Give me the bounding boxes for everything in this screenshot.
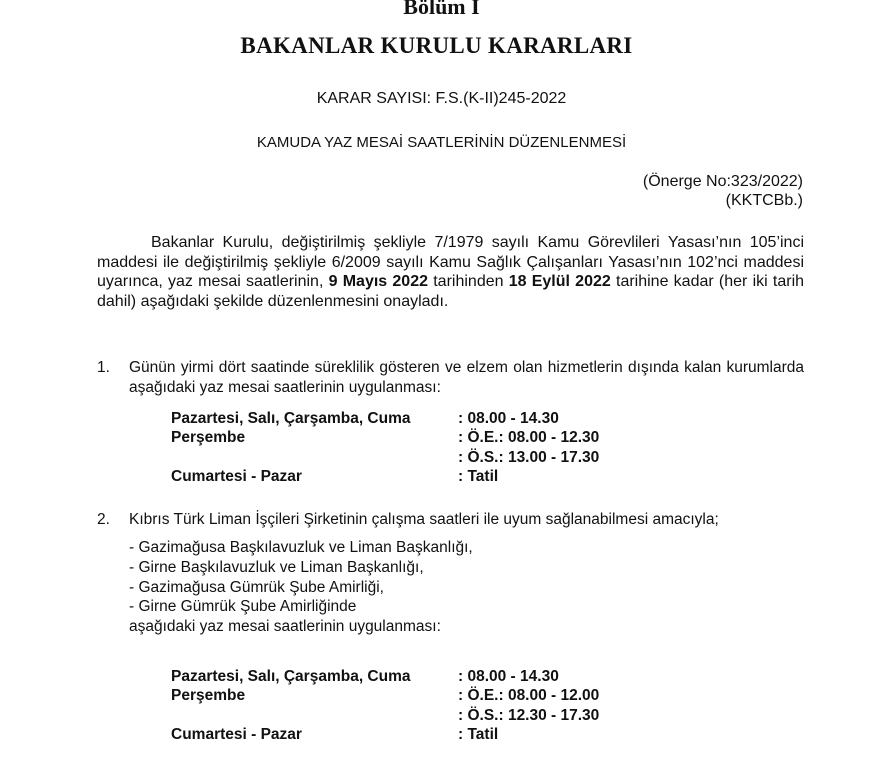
schedule-table-2	[171, 667, 599, 745]
schedule-hours: : Tatil	[458, 726, 499, 744]
office-list-item: - Girne Gümrük Şube Amirliğinde	[129, 598, 357, 616]
schedule-day: Pazartesi, Salı, Çarşamba, Cuma	[171, 410, 411, 427]
schedule-row	[171, 725, 599, 744]
schedule-day	[171, 448, 458, 467]
schedule-row	[171, 686, 599, 705]
schedule-day: Perşembe	[171, 687, 246, 705]
office-list-item: - Gazimağusa Gümrük Şube Amirliği,	[129, 578, 384, 596]
schedule-day: Cumartesi - Pazar	[171, 468, 302, 486]
schedule-day: Cumartesi - Pazar	[171, 726, 302, 744]
schedule-hours: : Ö.E.: 08.00 - 12.30	[458, 429, 600, 447]
schedule-hours: : Tatil	[458, 468, 499, 486]
intro-text-2: tarihinden	[433, 273, 504, 291]
schedule-hours: : Ö.E.: 08.00 - 12.00	[458, 687, 600, 705]
schedule-hours: : Ö.S.: 12.30 - 17.30	[458, 706, 600, 724]
reference-block	[643, 172, 803, 210]
schedule-row	[171, 706, 599, 725]
decision-subject: KAMUDA YAZ MESAİ SAATLERİNİN DÜZENLENMESİ	[256, 134, 627, 151]
schedule-row	[171, 409, 599, 428]
page-title: BAKANLAR KURULU KARARLARI	[240, 33, 633, 58]
office-list-item: - Girne Başkılavuzluk ve Liman Başkanlığı,	[129, 558, 424, 576]
list-item-1	[97, 358, 804, 397]
intro-text-1: Bakanlar Kurulu, değiştirilmiş şekliyle 7/1979 sayılı Kamu Görevlileri Yasası’nın 105’inci maddesi ile değiştirilmiş şekliyle 6/2009 sayılı Kamu Sağlık Çalışanları Yasası’nın 102’nci maddesi uyarınca, yaz mesai saatlerinin,	[97, 234, 804, 291]
section-label: Bölüm I	[403, 0, 480, 19]
intro-paragraph	[97, 233, 804, 311]
start-date: 9 Mayıs 2022	[328, 273, 429, 291]
schedule-table-1	[171, 409, 599, 487]
schedule-day: Pazartesi, Salı, Çarşamba, Cuma	[171, 668, 411, 685]
office-list-closing: aşağıdaki yaz mesai saatlerinin uygulanması:	[129, 618, 441, 636]
office-list	[129, 538, 473, 637]
schedule-row	[171, 667, 599, 686]
schedule-row	[171, 448, 599, 467]
schedule-day: Perşembe	[171, 429, 246, 447]
item-text: Kıbrıs Türk Liman İşçileri Şirketinin çalışma saatleri ile uyum sağlanabilmesi amacıyla;	[129, 511, 719, 528]
item-number: 1.	[97, 359, 110, 376]
schedule-hours: : 08.00 - 14.30	[458, 410, 559, 427]
motion-number: (Önerge No:323/2022)	[642, 173, 803, 190]
decision-number: KARAR SAYISI: F.S.(K-II)245-2022	[316, 90, 567, 107]
schedule-hours: : Ö.S.: 13.00 - 17.30	[458, 448, 600, 466]
office-list-item: - Gazimağusa Başkılavuzluk ve Liman Başkanlığı,	[129, 539, 473, 556]
schedule-row	[171, 428, 599, 447]
schedule-day	[171, 706, 458, 725]
item-number: 2.	[97, 511, 110, 528]
intro-text-3: tarihine kadar (her iki tarih dahil) aşağıdaki şekilde düzenlenmesini onayladı.	[97, 273, 805, 310]
list-item-2	[97, 510, 804, 530]
end-date: 18 Eylül 2022	[508, 273, 611, 291]
publisher-ref: (KKTCBb.)	[725, 192, 803, 209]
schedule-row	[171, 467, 599, 486]
schedule-hours: : 08.00 - 14.30	[458, 668, 559, 685]
item-text: Günün yirmi dört saatinde süreklilik gösteren ve elzem olan hizmetlerin dışında kalan kurumlarda aşağıdaki yaz mesai saatlerinin uygulanması:	[129, 359, 804, 396]
